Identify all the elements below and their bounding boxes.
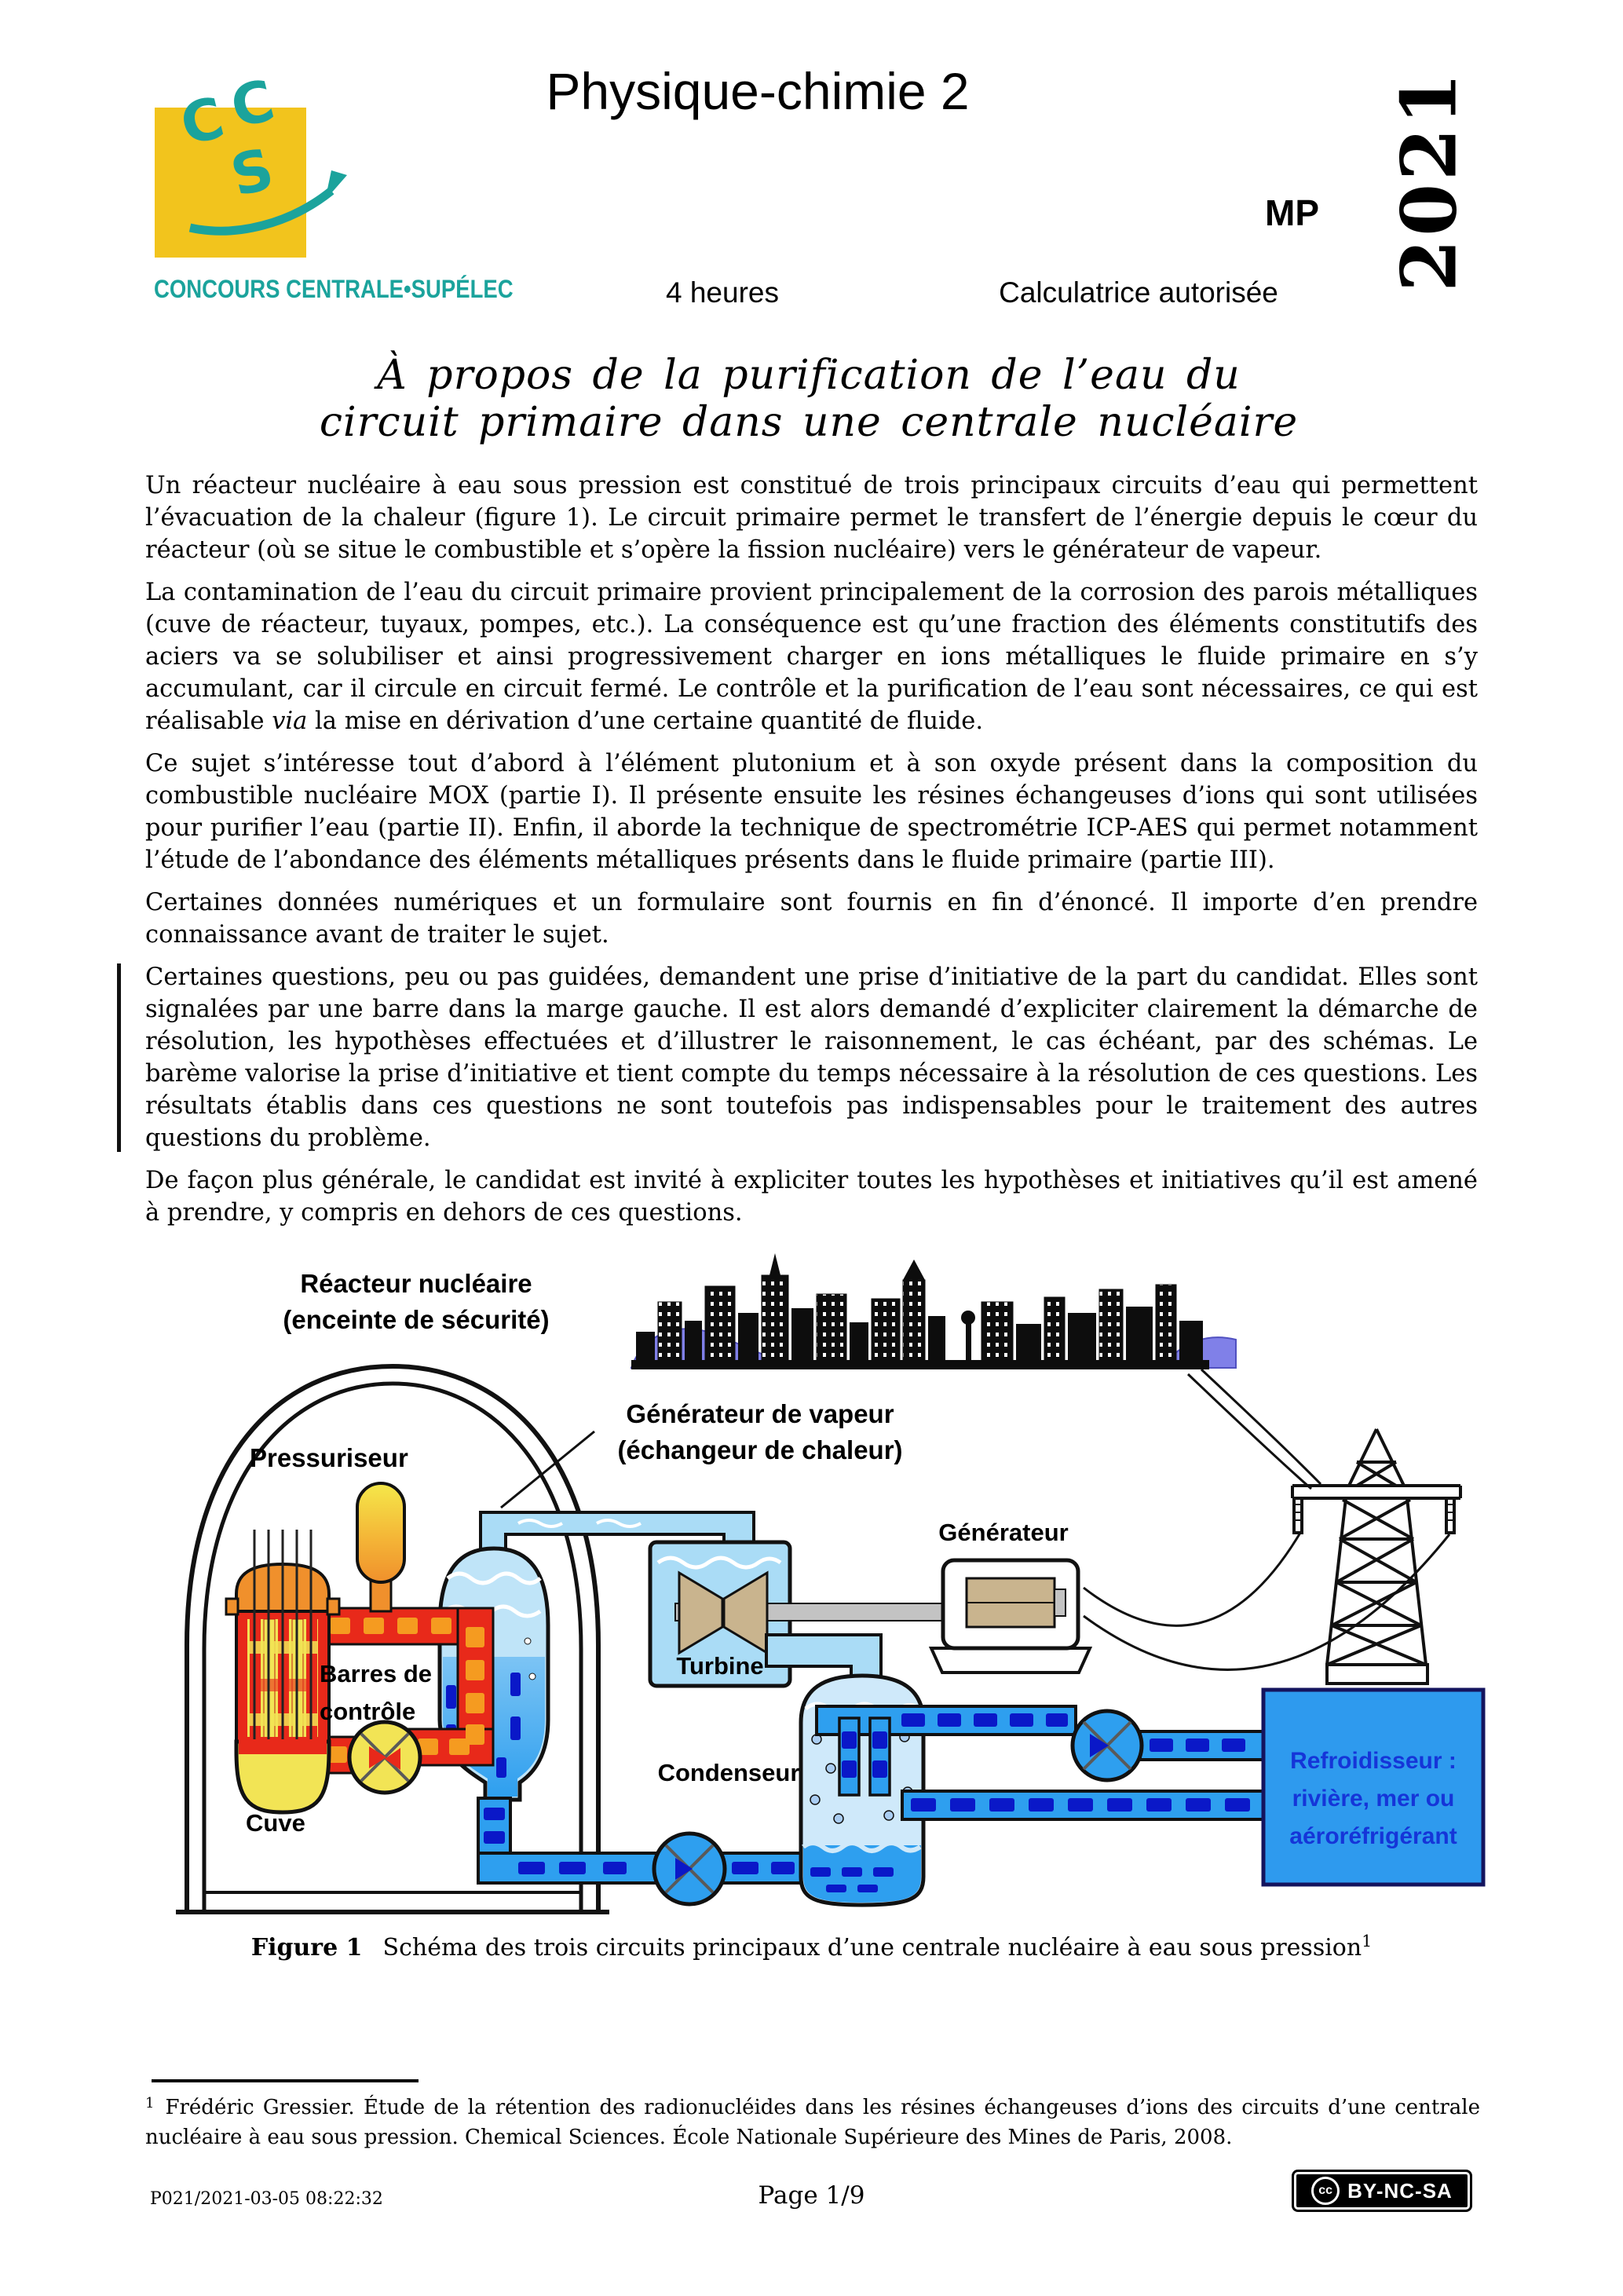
figure-caption-footnote-ref: 1: [1362, 1932, 1373, 1951]
subject-title-line2: circuit primaire dans une centrale nucléaire: [319, 399, 1299, 446]
paragraph-1-text: Un réacteur nucléaire à eau sous pression est constitué de trois principaux circuits d’eau qui permettent l’évacuation de la chaleur (figure 1). Le circuit primaire permet le transfert de l’énergie depuis le cœur du réacteur (où se situe le combustible et s’opère la fission nucléaire) vers le générateur de vapeur.: [145, 472, 1478, 564]
footnote: [145, 2089, 1480, 2152]
footnote-rule: [152, 2079, 419, 2082]
figure-caption-text: Schéma des trois circuits principaux d’une centrale nucléaire à eau sous pression: [382, 1934, 1362, 1961]
label-reactor-line1: Réacteur nucléaire: [300, 1269, 532, 1298]
paragraph-5-text: Certaines questions, peu ou pas guidées, demandent une prise d’initiative de la part du candidat. Elles sont signalées par une barre dans la marge gauche. Il est alors demandé d’expliciter clairement la démarche de résolution, les hypothèses effectuées et d’illustrer le raisonnement, le cas échéant, par des schémas. Le barème valorise la prise d’initiative et tient compte du temps nécessaire à la résolution de ces questions. Les résultats établis dans ces questions ne sont toutefois pas indispensables pour le traitement des autres questions du problème.: [145, 963, 1478, 1152]
logo-organization: CONCOURS CENTRALE•SUPÉLEC: [154, 275, 514, 303]
label-reactor-line2: (enceinte de sécurité): [283, 1305, 550, 1334]
label-condenser: Condenseur: [657, 1759, 800, 1786]
logo-arrow-head: [325, 170, 347, 200]
city-skyline: [631, 1253, 1236, 1369]
cooler-box-line1: Refroidisseur :: [1290, 1748, 1457, 1774]
subject-title-line1: À propos de la purification de l’eau du: [377, 352, 1241, 399]
label-steam-gen-line2: (échangeur de chaleur): [617, 1435, 903, 1464]
label-generator: Générateur: [938, 1519, 1069, 1546]
course-title: Physique-chimie 2: [546, 62, 970, 120]
label-vessel: Cuve: [246, 1809, 305, 1837]
cc-license-label: BY-NC-SA: [1347, 2178, 1453, 2203]
cooler-box-line3: aéroréfrigérant: [1289, 1823, 1457, 1849]
label-pressurizer: Pressuriseur: [250, 1443, 408, 1472]
label-control-rods-line1: Barres de: [320, 1660, 433, 1687]
feedwater-line: [478, 1798, 806, 1904]
figure-caption-label: Figure 1: [250, 1934, 363, 1961]
generator: [931, 1560, 1090, 1673]
steam-gen-pointer-line: [501, 1431, 594, 1508]
paragraph-2-text-a: La contamination de l’eau du circuit primaire provient principalement de la corrosion des parois métalliques (cuve de réacteur, tuyaux, pompes, etc.). La conséquence est qu’une fraction des éléments constitutifs des aciers va se solubiliser et ainsi progressivement charger en ions métalliques le fluide primaire en s’y accumulant, car il circule en circuit fermé. Le contrôle et la purification de l’eau sont nécessaires, ce qui est réalisable: [145, 579, 1478, 735]
paragraph-1: [145, 470, 1478, 566]
paragraph-5-initiative: [145, 961, 1478, 1154]
footnote-marker: 1: [145, 2095, 155, 2111]
paragraph-2-text-b: la mise en dérivation d’une certaine quantité de fluide.: [307, 707, 984, 735]
cc-icon: cc: [1311, 2177, 1340, 2205]
cc-license-badge: [1294, 2172, 1470, 2210]
paragraph-4-text: Certaines données numériques et un formulaire sont fournis en fin d’énoncé. Il importe d’en prendre connaissance avant de traiter le sujet.: [145, 889, 1478, 949]
label-steam-gen-line1: Générateur de vapeur: [626, 1399, 894, 1428]
paragraph-2-text-italic: via: [272, 707, 308, 735]
subject-title: [145, 352, 1472, 446]
pressurizer-vessel: [357, 1483, 404, 1611]
cooler-box: [1263, 1690, 1483, 1885]
duration-label: 4 heures: [666, 276, 779, 309]
paragraph-6-text: De façon plus générale, le candidat est invité à expliciter toutes les hypothèses et initiatives qu’il est amené à prendre, y compris en dehors de ces questions.: [145, 1167, 1478, 1227]
paragraph-6: [145, 1164, 1478, 1229]
paragraph-4: [145, 887, 1478, 951]
calculator-note: Calculatrice autorisée: [999, 276, 1278, 309]
city-buildings: [631, 1253, 1209, 1369]
year-sidebar: 2021: [1384, 69, 1474, 292]
paragraph-3: [145, 748, 1478, 876]
paragraph-3-text: Ce sujet s’intéresse tout d’abord à l’élément plutonium et à son oxyde présent dans la composition du combustible nucléaire MOX (partie I). Il présente ensuite les résines échangeuses d’ions qui sont utilisées pour purifier l’eau (partie II). Enfin, il aborde la technique de spectrométrie ICP-AES qui permet notamment l’étude de l’abondance des éléments métalliques présents dans le fluide primaire (partie III).: [145, 750, 1478, 874]
figure-1-diagram: [173, 1249, 1555, 1916]
logo-letter-c1: C: [174, 84, 231, 159]
feedwater-pump: [654, 1834, 725, 1904]
track-label: MP: [1265, 192, 1319, 233]
generator-base: [931, 1648, 1090, 1673]
footer-page-number: Page 1/9: [758, 2181, 865, 2210]
figure-caption: [145, 1932, 1478, 1961]
body-text: [145, 470, 1478, 1239]
logo-letter-s: S: [224, 135, 280, 210]
paragraph-2: [145, 576, 1478, 737]
cooling-pump: [1073, 1711, 1142, 1780]
logo-letter-c2: C: [224, 67, 281, 141]
label-control-rods-line2: contrôle: [320, 1698, 416, 1725]
label-turbine: Turbine: [676, 1652, 764, 1680]
footnote-text: Frédéric Gressier. Étude de la rétention des radionucléides dans les résines échangeuses d’ions des circuits d’une centrale nucléaire à eau sous pression. Chemical Sciences. École Nationale Supérieure des Mines de Paris, 2008.: [145, 2096, 1480, 2149]
transmission-tower: [1292, 1429, 1460, 1684]
primary-pump: [349, 1722, 420, 1793]
cooler-box-line2: rivière, mer ou: [1292, 1786, 1455, 1812]
footer-document-id: P021/2021-03-05 08:22:32: [150, 2189, 383, 2209]
